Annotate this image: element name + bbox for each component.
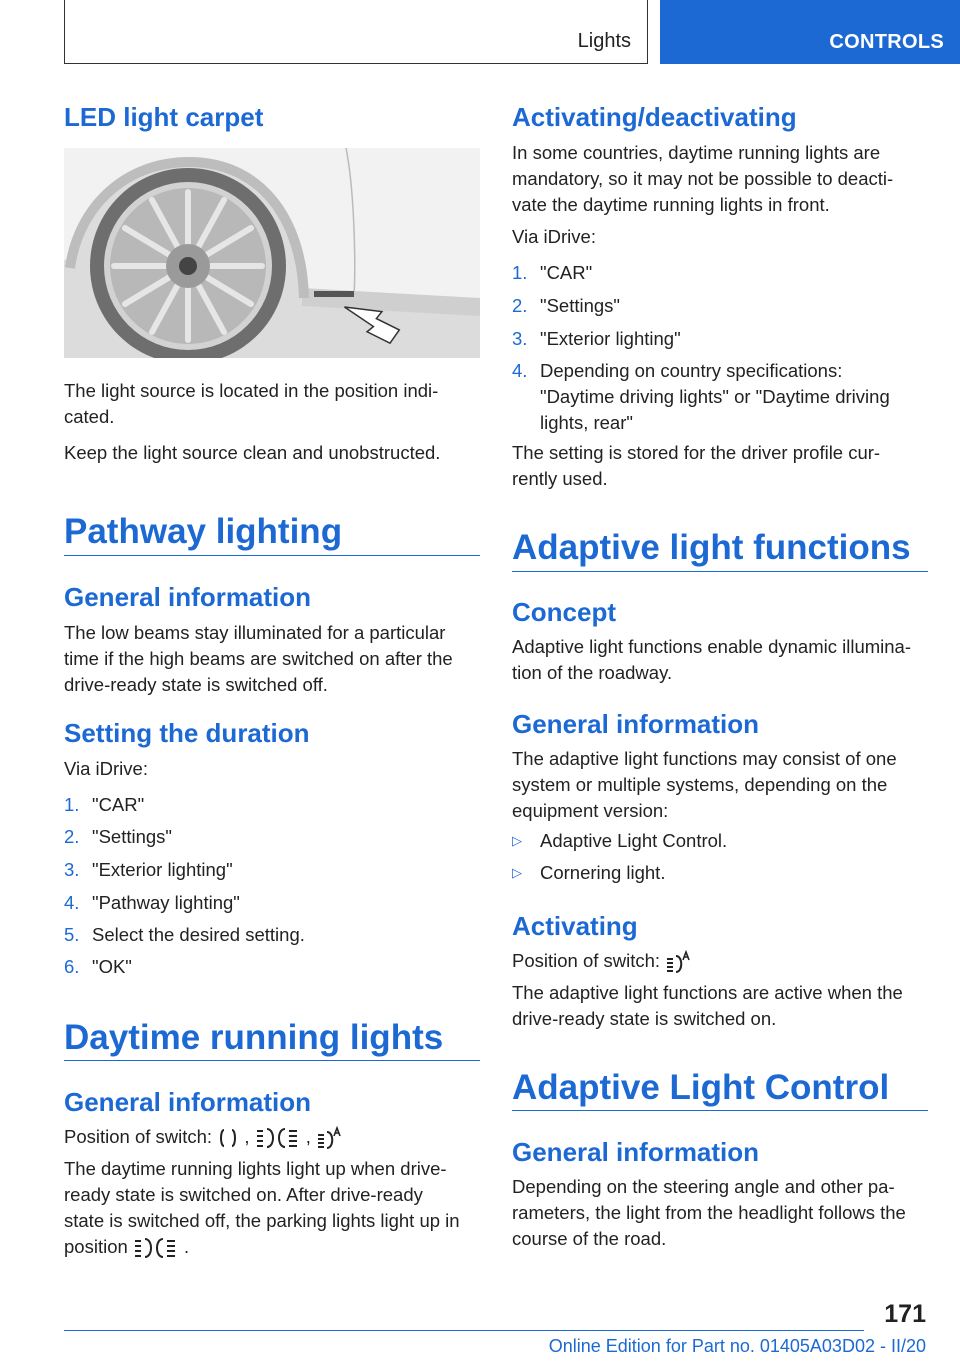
- comma: ,: [305, 1126, 311, 1147]
- alf-gi-line1: The adaptive light functions may consist of one: [512, 748, 897, 769]
- gi-line2: time if the high beams are switched on after the: [64, 648, 453, 669]
- drl-position-line: [64, 1124, 480, 1150]
- drl-line1: The daytime running lights light up when drive-: [64, 1158, 447, 1179]
- step4-line1: Depending on country specifications:: [540, 360, 843, 381]
- led-p1-line1: The light source is located in the position indi-: [64, 380, 439, 401]
- act-line1: In some countries, daytime running lights are: [512, 142, 881, 163]
- setting-stored-paragraph: [512, 440, 928, 492]
- list-number: 1.: [64, 794, 80, 815]
- led-p1-line2: cated.: [64, 406, 115, 427]
- parking-lights-icon: [255, 1126, 301, 1150]
- general-information-paragraph: [64, 620, 480, 698]
- list-number: 3.: [64, 859, 80, 880]
- automatic-headlight-icon: [665, 950, 693, 974]
- stored-line2: rently used.: [512, 468, 608, 489]
- stored-line1: The setting is stored for the driver profile cur-: [512, 442, 881, 463]
- alf-gi-line3: equipment version:: [512, 800, 669, 821]
- concept-heading: Concept: [512, 597, 616, 627]
- list-number: 3.: [512, 328, 528, 349]
- activating-via: Via iDrive:: [512, 226, 596, 247]
- header-chapter-tab[interactable]: [660, 0, 960, 64]
- list-text: "Exterior lighting": [540, 328, 681, 349]
- drl-paragraph: [64, 1156, 480, 1260]
- activating-line2: drive-ready state is switched on.: [512, 1008, 777, 1029]
- wheel-illustration: [64, 148, 480, 358]
- drl-line4: [64, 1234, 480, 1260]
- parking-lights-icon: [133, 1236, 179, 1260]
- list-text: "Settings": [540, 295, 620, 316]
- alc-line2: rameters, the light from the headlight follows the: [512, 1202, 906, 1223]
- activating-heading: Activating: [512, 911, 638, 941]
- edition-footer: Online Edition for Part no. 01405A03D02 - II/20: [548, 1336, 926, 1356]
- alc-line1: Depending on the steering angle and other pa-: [512, 1176, 895, 1197]
- gi-line1: The low beams stay illuminated for a particular: [64, 622, 446, 643]
- list-number: 2.: [64, 826, 80, 847]
- alf-gi-line2: system or multiple systems, depending on the: [512, 774, 888, 795]
- period: .: [184, 1236, 190, 1257]
- list-number: 4.: [64, 892, 80, 913]
- step4-line3: lights, rear": [540, 412, 633, 433]
- drl-position-label: Position of switch:: [64, 1126, 213, 1147]
- activating-deactivating-heading: Activating/deactivating: [512, 102, 797, 132]
- automatic-headlight-icon: [316, 1126, 344, 1150]
- act-line2: mandatory, so it may not be possible to deacti-: [512, 168, 894, 189]
- activating-position-line: [512, 948, 928, 974]
- header-section-title: Lights: [577, 30, 631, 52]
- list-text: "Pathway lighting": [92, 892, 240, 913]
- pathway-lighting-heading: Pathway lighting: [64, 512, 343, 551]
- activating-position-label: Position of switch:: [512, 950, 661, 971]
- led-light-carpet-heading: LED light carpet: [64, 102, 264, 132]
- list-number: 2.: [512, 295, 528, 316]
- drl-line3: state is switched off, the parking lights light up in: [64, 1210, 460, 1231]
- led-paragraph-1: [64, 378, 480, 430]
- activating-paragraph: [512, 140, 928, 218]
- footer-rule: [64, 1330, 864, 1331]
- alf-general-information-heading: General information: [512, 709, 760, 739]
- alc-general-information-heading: General information: [512, 1137, 760, 1167]
- gi-line3: drive-ready state is switched off.: [64, 674, 328, 695]
- concept-line1: Adaptive light functions enable dynamic illumina-: [512, 636, 911, 657]
- drl-position-word: position: [64, 1236, 128, 1257]
- step4-line2: "Daytime driving lights" or "Daytime driving: [540, 386, 890, 407]
- list-text: "CAR": [540, 262, 593, 283]
- general-information-heading: General information: [64, 582, 312, 612]
- daytime-rule: [64, 1060, 480, 1061]
- list-number: 4.: [512, 360, 528, 381]
- bullet-text: Cornering light.: [540, 862, 666, 883]
- concept-paragraph: [512, 634, 928, 686]
- daytime-running-lights-heading: Daytime running lights: [64, 1018, 444, 1057]
- setting-duration-via: Via iDrive:: [64, 758, 148, 779]
- header-chapter-label: CONTROLS: [829, 31, 944, 53]
- drl-general-information-heading: General information: [64, 1087, 312, 1117]
- setting-duration-heading: Setting the duration: [64, 718, 310, 748]
- alf-general-information-paragraph: [512, 746, 928, 824]
- pathway-rule: [64, 555, 480, 556]
- alc-line3: course of the road.: [512, 1228, 667, 1249]
- bullet-triangle-icon: ▷: [512, 865, 522, 880]
- header-section-box: [64, 0, 648, 64]
- list-text: "OK": [92, 956, 132, 977]
- page-number: 171: [884, 1300, 926, 1328]
- drl-line2: ready state is switched on. After drive-ready: [64, 1184, 423, 1205]
- list-number: 5.: [64, 924, 80, 945]
- bullet-text: Adaptive Light Control.: [540, 830, 728, 851]
- adaptive-light-functions-heading: Adaptive light functions: [512, 528, 911, 567]
- list-text: [540, 358, 890, 436]
- list-text: "CAR": [92, 794, 145, 815]
- adaptive-light-control-heading: Adaptive Light Control: [512, 1068, 890, 1107]
- list-text: "Settings": [92, 826, 172, 847]
- list-number: 6.: [64, 956, 80, 977]
- act-line3: vate the daytime running lights in front.: [512, 194, 830, 215]
- alc-paragraph: [512, 1174, 928, 1252]
- list-text: "Exterior lighting": [92, 859, 233, 880]
- parking-light-switch-icon: [217, 1126, 239, 1150]
- bullet-triangle-icon: ▷: [512, 833, 522, 848]
- led-paragraph-2: Keep the light source clean and unobstructed.: [64, 442, 441, 463]
- comma: ,: [244, 1126, 250, 1147]
- concept-line2: tion of the roadway.: [512, 662, 673, 683]
- list-text: Select the desired setting.: [92, 924, 305, 945]
- activating-line1: The adaptive light functions are active when the: [512, 982, 903, 1003]
- activating-paragraph-2: [512, 980, 928, 1032]
- list-number: 1.: [512, 262, 528, 283]
- adaptive-functions-rule: [512, 571, 928, 572]
- adaptive-control-rule: [512, 1110, 928, 1111]
